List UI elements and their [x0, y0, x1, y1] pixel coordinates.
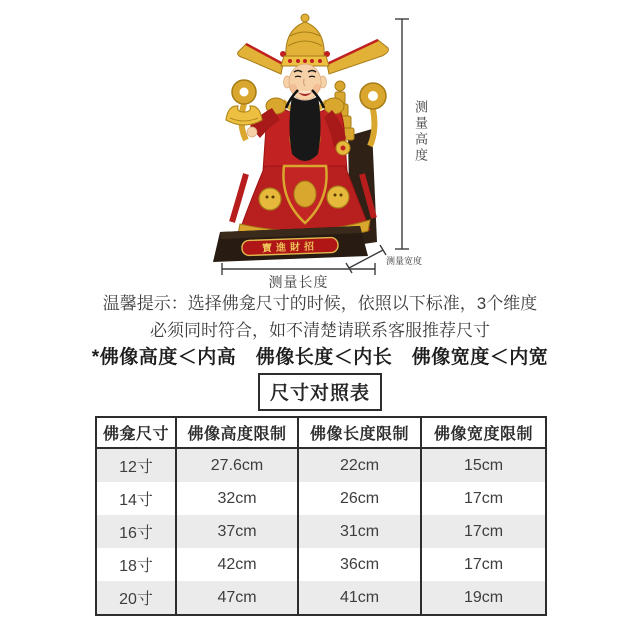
cell-size: 14寸 [96, 482, 176, 515]
cell-height: 32cm [176, 482, 298, 515]
notice-line-2: 必须同时符合，如不清楚请联系客服推荐尺寸 [150, 321, 490, 340]
cell-length: 26cm [298, 482, 421, 515]
statue-face [284, 64, 327, 100]
header-width-limit: 佛像宽度限制 [421, 417, 546, 448]
cell-height: 42cm [176, 548, 298, 581]
cell-width: 17cm [421, 548, 546, 581]
cell-width: 19cm [421, 581, 546, 615]
table-row [96, 515, 546, 548]
cell-length: 31cm [298, 515, 421, 548]
size-table-title: 尺寸对照表 [258, 373, 382, 411]
cell-height: 47cm [176, 581, 298, 615]
header-length-limit: 佛像长度限制 [298, 417, 421, 448]
statue-crown [280, 14, 330, 66]
cell-width: 17cm [421, 515, 546, 548]
cell-length: 22cm [298, 448, 421, 482]
size-comparison-table [95, 416, 547, 616]
figure-area [0, 0, 640, 290]
statue-base [213, 226, 368, 262]
table-row [96, 581, 546, 615]
warm-notice [0, 290, 640, 344]
size-rule-line: *佛像高度＜内高 佛像长度＜内长 佛像宽度＜内宽 [91, 347, 549, 368]
notice-line-1: 温馨提示：选择佛龛尺寸的时候，依照以下标准，3个维度 [102, 294, 538, 313]
table-header-row [96, 417, 546, 448]
statue-illustration [180, 6, 410, 268]
cell-width: 15cm [421, 448, 546, 482]
measure-height-label: 测量高度 [413, 100, 428, 164]
table-row [96, 448, 546, 482]
cell-size: 16寸 [96, 515, 176, 548]
measure-length-label: 测量长度 [268, 274, 329, 290]
statue-beard [290, 96, 321, 161]
cell-length: 41cm [298, 581, 421, 615]
header-niche-size: 佛龛尺寸 [96, 417, 176, 448]
cell-length: 36cm [298, 548, 421, 581]
table-row [96, 548, 546, 581]
cell-width: 17cm [421, 482, 546, 515]
cell-size: 12寸 [96, 448, 176, 482]
table-row [96, 482, 546, 515]
statue-plaque-text: 寶進財招 [261, 241, 319, 255]
cell-height: 27.6cm [176, 448, 298, 482]
cell-size: 20寸 [96, 581, 176, 615]
cell-size: 18寸 [96, 548, 176, 581]
cell-height: 37cm [176, 515, 298, 548]
measure-width-label: 测量宽度 [386, 256, 423, 266]
header-height-limit: 佛像高度限制 [176, 417, 298, 448]
